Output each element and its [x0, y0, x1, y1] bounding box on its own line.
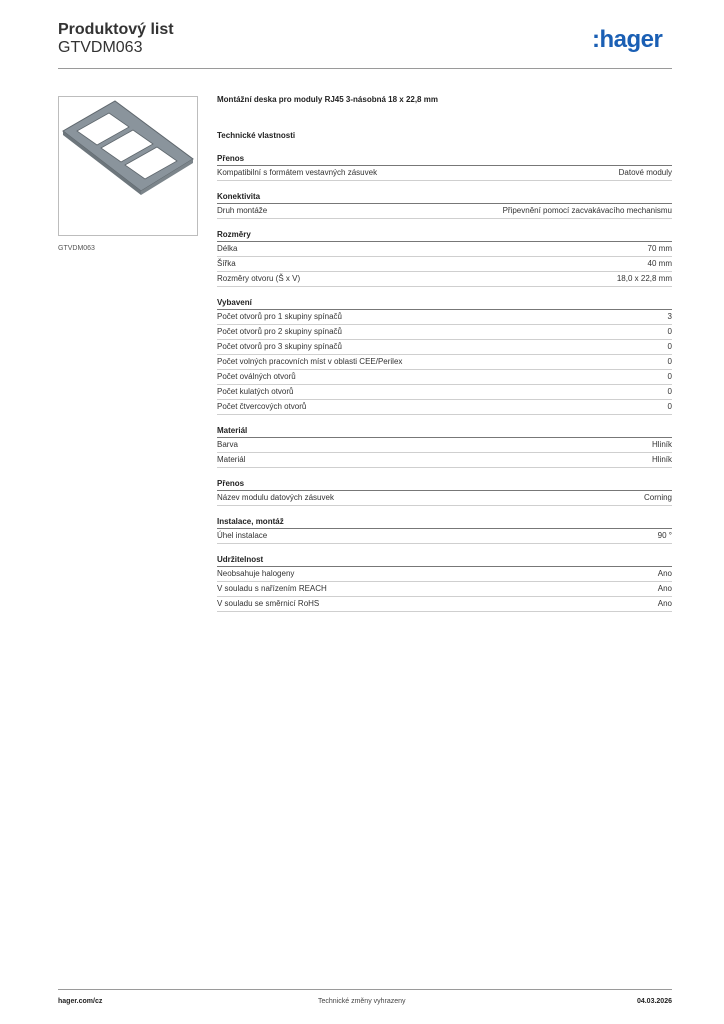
footer-date: 04.03.2026 [636, 998, 672, 1005]
technical-properties-heading: Technické vlastnosti [217, 131, 296, 140]
spec-row [217, 242, 672, 257]
spec-value: 0 [667, 372, 672, 381]
spec-label: Název modulu datových zásuvek [217, 493, 334, 502]
spec-row [217, 204, 672, 219]
spec-row [217, 257, 672, 272]
spec-row [217, 491, 672, 506]
footer-notice: Technické změny vyhrazeny [318, 998, 406, 1005]
spec-row [217, 355, 672, 370]
spec-row [217, 385, 672, 400]
spec-label: Barva [217, 440, 238, 449]
spec-row [217, 453, 672, 468]
spec-label: Rozměry otvoru (Š x V) [217, 274, 301, 283]
spec-value: 0 [667, 342, 672, 351]
spec-section [217, 516, 672, 544]
spec-value: 0 [667, 357, 672, 366]
spec-content [217, 93, 672, 612]
spec-label: Počet otvorů pro 3 skupiny spínačů [217, 342, 342, 351]
spec-label: Počet oválných otvorů [217, 372, 296, 381]
product-image [58, 96, 198, 236]
spec-value: Připevnění pomocí zacvakávacího mechanismu [502, 206, 672, 215]
spec-row [217, 325, 672, 340]
header-divider [58, 68, 672, 69]
section-title: Přenos [217, 153, 672, 166]
spec-label: Počet otvorů pro 1 skupiny spínačů [217, 312, 342, 321]
spec-row [217, 166, 672, 181]
spec-section [217, 425, 672, 468]
spec-label: V souladu s nařízením REACH [217, 584, 327, 593]
spec-row [217, 438, 672, 453]
footer-website: hager.com/cz [58, 998, 103, 1005]
spec-section [217, 229, 672, 287]
spec-label: Počet volných pracovních míst v oblasti CEE/Perilex [217, 357, 403, 366]
spec-value: Ano [657, 584, 672, 593]
spec-section [217, 153, 672, 181]
spec-label: Počet kulatých otvorů [217, 387, 294, 396]
spec-label: Délka [217, 244, 238, 253]
product-code: GTVDM063 [58, 39, 143, 56]
spec-sections [217, 153, 672, 612]
spec-row [217, 529, 672, 544]
spec-value: 3 [667, 312, 672, 321]
spec-value: Ano [657, 599, 672, 608]
spec-row [217, 597, 672, 612]
spec-row [217, 310, 672, 325]
page-title: Produktový list [58, 21, 174, 38]
spec-row [217, 400, 672, 415]
section-title: Udržitelnost [217, 554, 672, 567]
section-title: Rozměry [217, 229, 672, 242]
spec-label: Neobsahuje halogeny [217, 569, 295, 578]
spec-label: Počet čtvercových otvorů [217, 402, 307, 411]
spec-value: 70 mm [647, 244, 672, 253]
spec-value: Hliník [651, 455, 672, 464]
spec-row [217, 340, 672, 355]
spec-label: V souladu se směrnicí RoHS [217, 599, 320, 608]
hager-logo: :hager [592, 26, 663, 53]
spec-label: Kompatibilní s formátem vestavných zásuvek [217, 168, 378, 177]
spec-label: Úhel instalace [217, 531, 268, 540]
spec-value: 0 [667, 327, 672, 336]
spec-row [217, 582, 672, 597]
spec-label: Šířka [217, 259, 236, 268]
spec-section [217, 191, 672, 219]
spec-section [217, 554, 672, 612]
section-title: Materiál [217, 425, 672, 438]
spec-value: 90 ° [657, 531, 672, 540]
spec-row [217, 370, 672, 385]
spec-value: 40 mm [647, 259, 672, 268]
spec-section [217, 297, 672, 415]
spec-value: Ano [657, 569, 672, 578]
spec-value: Datové moduly [618, 168, 672, 177]
spec-value: 18,0 x 22,8 mm [616, 274, 672, 283]
spec-section [217, 478, 672, 506]
footer-divider [58, 989, 672, 990]
image-caption: GTVDM063 [58, 245, 95, 252]
product-title: Montážní deska pro moduly RJ45 3-násobná 18 x 22,8 mm [217, 95, 438, 104]
spec-label: Druh montáže [217, 206, 268, 215]
section-title: Přenos [217, 478, 672, 491]
spec-label: Materiál [217, 455, 246, 464]
spec-value: 0 [667, 387, 672, 396]
spec-value: Corning [643, 493, 672, 502]
spec-value: Hliník [651, 440, 672, 449]
spec-label: Počet otvorů pro 2 skupiny spínačů [217, 327, 342, 336]
section-title: Konektivita [217, 191, 672, 204]
section-title: Vybavení [217, 297, 672, 310]
section-title: Instalace, montáž [217, 516, 672, 529]
spec-row [217, 567, 672, 582]
spec-row [217, 272, 672, 287]
spec-value: 0 [667, 402, 672, 411]
mounting-plate-illustration [59, 97, 197, 235]
